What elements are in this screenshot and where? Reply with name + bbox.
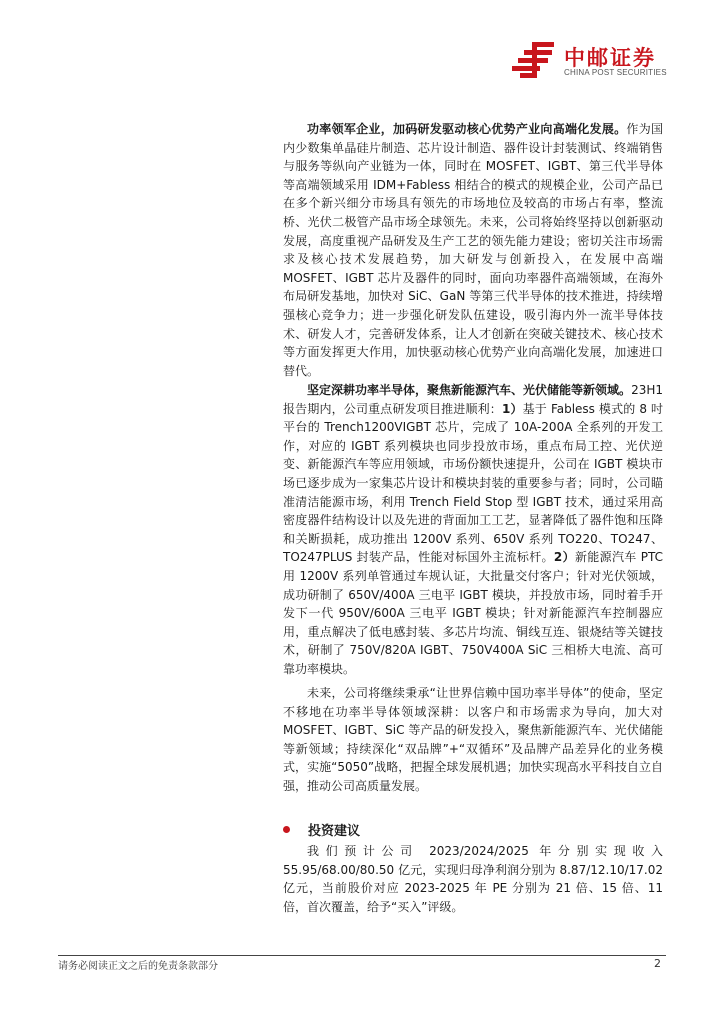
logo-english-name: CHINA POST SECURITIES <box>564 68 667 77</box>
paragraph-investment-advice <box>283 842 663 916</box>
paragraph-text-4: 我们预计公司 2023/2024/2025 年分别实现收入 55.95/68.00/80.50 亿元，实现归母净利润分别为 8.87/12.10/17.02 亿元，当前股价对应 2023-2025 年 PE 分别为 21 倍、15 倍、11 倍，首次覆盖，给予“买入”评级。 <box>283 844 663 914</box>
company-logo <box>510 40 680 84</box>
china-post-logo-icon <box>510 40 558 80</box>
section-heading: 投资建议 <box>308 824 361 839</box>
footer-disclaimer: 请务必阅读正文之后的免责条款部分 <box>58 961 218 972</box>
list-number-1: 1） <box>501 401 523 416</box>
paragraph-lead-1: 功率领军企业，加码研发驱动核心优势产业向高端化发展。 <box>307 122 627 136</box>
logo-chinese-name: 中邮证券 <box>564 46 656 70</box>
paragraph-text-2c: 新能源汽车 PTC 用 1200V 系列单管通过车规认证，大批量交付客户；针对光伏领域，成功研制了 650V/400A 三电平 IGBT 模块，并投放市场，同时着手开发下一代 950V/600A 三电平 IGBT 模块；针对新能源汽车控制器应用，重点解决了低电感封装、多芯片均流、铜线互连、银烧结等关键技术，研制了 750V/820A IGBT、750V400A SiC 三相桥大电流、高可靠功率模块。 <box>283 550 663 676</box>
paragraph-text-1: 作为国内少数集单晶硅片制造、芯片设计制造、器件设计封装测试、终端销售与服务等纵向产业链为一体，同时在 MOSFET、IGBT、第三代半导体等高端领域采用 IDM+Fabless 相结合的模式的规模企业，公司产品已在多个新兴细分市场具有领先的市场地位及较高的市场占有率，整流桥、光伏二极管产品市场全球领先。未来，公司将始终坚持以创新驱动发展，高度重视产品研发及生产工艺的领先能力建设；密切关注市场需求及核心技术发展趋势，加大研发与创新投入，在发展中高端 MOSFET、IGBT 芯片及器件的同时，面向功率器件高端领域，在海外布局研发基地，加快对 SiC、GaN 等第三代半导体的技术推进，持续增强核心竞争力；进一步强化研发队伍建设，吸引海内外一流半导体技术、研发人才，完善研发体系，让人才创新在突破关键技术、核心技术等方面发挥更大作用，加快驱动核心优势产业向高端化发展，加速进口替代。 <box>283 122 663 378</box>
page-number: 2 <box>654 957 661 970</box>
paragraph-leading-enterprise <box>283 120 663 380</box>
paragraph-text-3: 未来，公司将继续秉承“让世界信赖中国功率半导体”的使命，坚定不移地在功率半导体领域深耕：以客户和市场需求为导向，加大对 MOSFET、IGBT、SiC 等产品的研发投入，聚焦新能源汽车、光伏储能等新领域；持续深化“双品牌”+“双循环”及品牌产品差异化的业务模式，实施“5050”战略，把握全球发展机遇；加快实现高水平科技自立自强，推动公司高质量发展。 <box>283 686 663 793</box>
paragraph-power-semiconductor <box>283 381 663 679</box>
paragraph-future-outlook <box>283 684 663 796</box>
list-number-2: 2） <box>553 550 575 565</box>
paragraph-text-2a: 23H1 报告期内，公司重点研发项目推进顺利： <box>283 383 663 416</box>
paragraph-lead-2: 坚定深耕功率半导体，聚焦新能源汽车、光伏储能等新领域。 <box>307 383 632 397</box>
footer-divider <box>58 955 666 956</box>
bullet-dot-icon <box>283 826 290 833</box>
paragraph-text-2b: 基于 Fabless 模式的 8 吋平台的 Trench1200VIGBT 芯片，完成了 10A-200A 全系列的开发工作，对应的 IGBT 系列模块也同步投放市场，重点布局工控、光伏逆变、新能源汽车等应用领域，市场份额快速提升，公司在 IGBT 模块市场已逐步成为一家集芯片设计和模块封装的重要参与者；同时，公司瞄准清洁能源市场，利用 Trench Field Stop 型 IGBT 技术，通过采用高密度器件结构设计以及先进的背面加工工艺，显著降低了器件饱和压降和关断损耗，成功推出 1200V 系列、650V 系列 TO220、TO247、TO247PLUS 封装产品，性能对标国外主流标杆。 <box>283 401 663 565</box>
